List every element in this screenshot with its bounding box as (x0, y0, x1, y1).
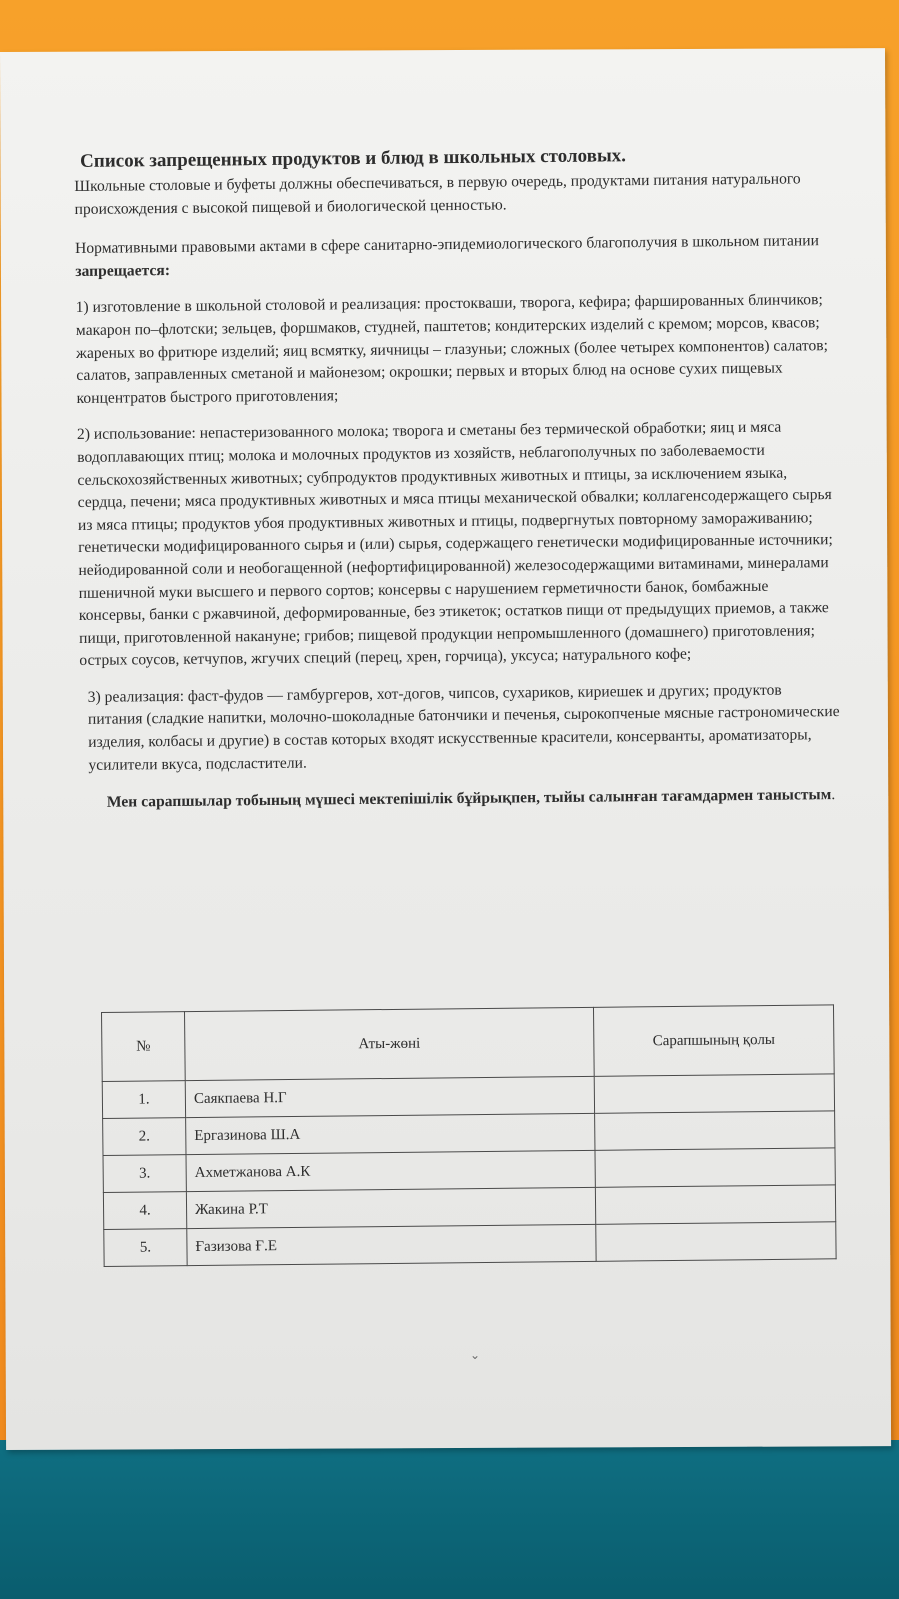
row-number: 1. (102, 1081, 185, 1119)
row-name: Саякпаева Н.Г (185, 1076, 594, 1117)
intro-paragraph: Школьные столовые и буфеты должны обеспечиваться, в первую очередь, продуктами питания натурального происхождения с высокой пищевой и биологической ценностью. (74, 170, 801, 218)
norm-paragraph (75, 230, 835, 283)
header-signature: Сарапшының қолы (593, 1005, 834, 1077)
row-name: Ахметжанова А.К (186, 1150, 595, 1191)
document-title: Список запрещенных продуктов и блюд в школьных столовых. (80, 145, 627, 172)
kazakh-statement-period: . (831, 786, 836, 804)
kazakh-statement-text: Мен сарапшылар тобының мүшесі мектепішілік бұйрықпен, тыйы салынған тағамдармен таныстым (106, 786, 832, 811)
row-name: Жакина Р.Т (186, 1187, 595, 1228)
norm-text: Нормативными правовыми актами в сфере санитарно-эпидемиологического благополучия в школьном питании (74, 232, 819, 258)
row-signature (595, 1185, 835, 1225)
table-header-row (102, 1005, 835, 1082)
item-2-paragraph: 2) использование: непастеризованного молока; творога и сметаны без термической обработки; яиц и мяса водоплавающих птиц; молока и молочных продуктов из хозяйств, неблагополучных по заболеваемости сельскохозяйственных животных; субпродуктов продуктивных животных и птицы, за исключением языка, сердца, печени; мяса продуктивных животных и мяса птицы механической обвалки; коллагенсодержащего сырья из мяса птицы; продуктов убоя продуктивных животных и птицы, подвергнутых повторному замораживанию; генетически модифицированного сырья и (или) сырья, содержащего генетически модифицированные источники; нейодированной соли и необогащенной (нефортифицированной) железосодержащими витаминами, минералами пшеничной муки высшего и первого сортов; консервы с нарушением герметичности банок, бомбажные консервы, банки с ржавчиной, деформированные, без этикеток; остатков пищи от предыдущих приемов, а также пищи, приготовленной накануне; грибов; пищевой продукции непромышленного (домашнего) приготовления; острых соусов, кетчупов, жгучих специй (перец, хрен, горчица), уксуса; натурального кофе; (76, 418, 833, 670)
row-signature (595, 1148, 835, 1188)
row-signature (595, 1111, 835, 1151)
item-1-paragraph: 1) изготовление в школьной столовой и реализация: простокваши, творога, кефира; фаршированных блинчиков; макарон по–флотски; зельцев, форшмаков, студней, паштетов; кондитерских изделий с кремом; морсов, квасов; жареных во фритюре изделий; яиц всмятку, яичницы – глазуньи; сложных (более четырех компонентов) салатов; салатов, заправленных сметаной и майонезом; окрошки; первых и вторых блюд на основе сухих пищевых концентратов быстрого приготовления; (75, 291, 829, 407)
row-name: Ергазинова Ш.А (186, 1113, 595, 1154)
table-row (104, 1222, 836, 1267)
header-number: № (102, 1012, 186, 1082)
floor-background (0, 1440, 899, 1599)
paper-mark-icon: ⌄ (470, 1348, 481, 1362)
norm-bold: запрещается: (75, 261, 171, 280)
row-number: 3. (103, 1155, 186, 1193)
row-signature (596, 1222, 836, 1262)
row-signature (594, 1074, 834, 1114)
document-body (74, 142, 841, 814)
row-number: 4. (103, 1192, 186, 1230)
item-3-paragraph: 3) реализация: фаст-фудов — гамбургеров, хот-догов, чипсов, сухариков, кириешек и других; продуктов питания (сладкие напитки, молочно-шоколадные батончики и печенья, сырокопченые мясные гастрономические изделия, колбасы и другие) в состав которых входят искусственные красители, консерванты, ароматизаторы, усилители вкуса, подсластители. (87, 681, 840, 774)
row-number: 5. (104, 1229, 187, 1267)
row-number: 2. (103, 1118, 186, 1156)
header-full-name: Аты-жөні (185, 1007, 595, 1080)
row-name: Ғазизова Ғ.Е (187, 1224, 596, 1265)
signature-table (101, 1004, 837, 1267)
